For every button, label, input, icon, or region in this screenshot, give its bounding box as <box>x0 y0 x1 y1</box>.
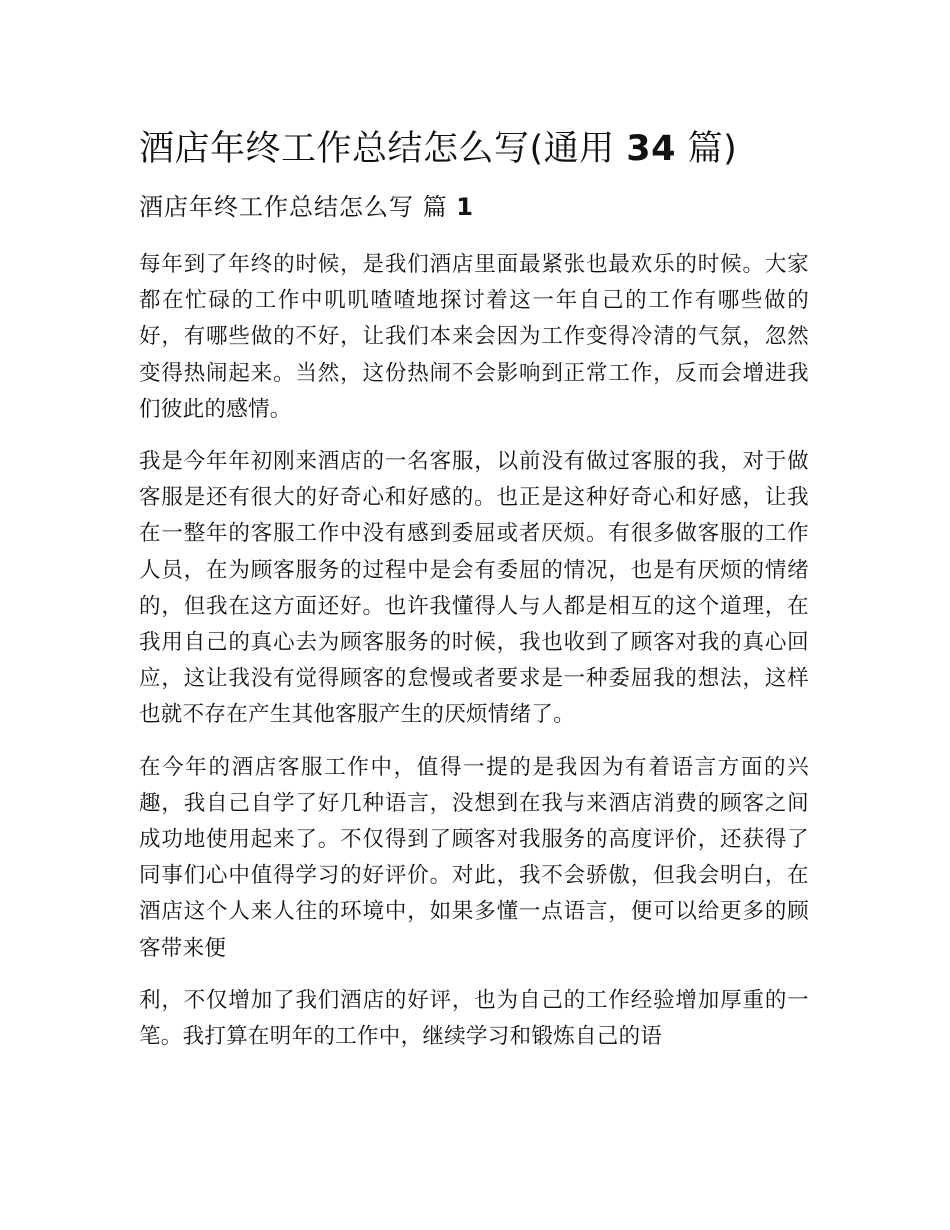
paragraph-3: 在今年的酒店客服工作中，值得一提的是我因为有着语言方面的兴趣，我自己自学了好几种语言，没想到在我与来酒店消费的顾客之间成功地使用起来了。不仅得到了顾客对我服务的高度评价，还获得了同事们心中值得学习的好评价。对此，我不会骄傲，但我会明白，在酒店这个人来人往的环境中，如果多懂一点语言，便可以给更多的顾客带来便 <box>139 754 809 961</box>
document-title-number: 34 <box>626 129 677 169</box>
paragraph-4: 利，不仅增加了我们酒店的好评，也为自己的工作经验增加厚重的一笔。我打算在明年的工作中，继续学习和锻炼自己的语 <box>139 987 809 1050</box>
document-title-prefix: 酒店年终工作总结怎么写(通用 <box>139 129 615 169</box>
section-heading-prefix: 酒店年终工作总结怎么写 篇 <box>139 193 448 221</box>
section-heading <box>139 189 809 225</box>
section-heading-number: 1 <box>456 193 474 221</box>
document-title <box>139 123 809 175</box>
document-body <box>139 123 809 1055</box>
paragraph-1: 每年到了年终的时候，是我们酒店里面最紧张也最欢乐的时候。大家都在忙碌的工作中叽叽喳喳地探讨着这一年自己的工作有哪些做的好，有哪些做的不好，让我们本来会因为工作变得冷清的气氛，忽然变得热闹起来。当然，这份热闹不会影响到正常工作，反而会增进我们彼此的感情。 <box>139 252 809 422</box>
document-title-suffix: 篇) <box>687 129 738 169</box>
paragraph-2: 我是今年年初刚来酒店的一名客服，以前没有做过客服的我，对于做客服是还有很大的好奇心和好感的。也正是这种好奇心和好感，让我在一整年的客服工作中没有感到委屈或者厌烦。有很多做客服的工作人员，在为顾客服务的过程中是会有委屈的情况，也是有厌烦的情绪的，但我在这方面还好。也许我懂得人与人都是相互的这个道理，在我用自己的真心去为顾客服务的时候，我也收到了顾客对我的真心回应，这让我没有觉得顾客的怠慢或者要求是一种委屈我的想法，这样也就不存在产生其他客服产生的厌烦情绪了。 <box>139 449 809 728</box>
